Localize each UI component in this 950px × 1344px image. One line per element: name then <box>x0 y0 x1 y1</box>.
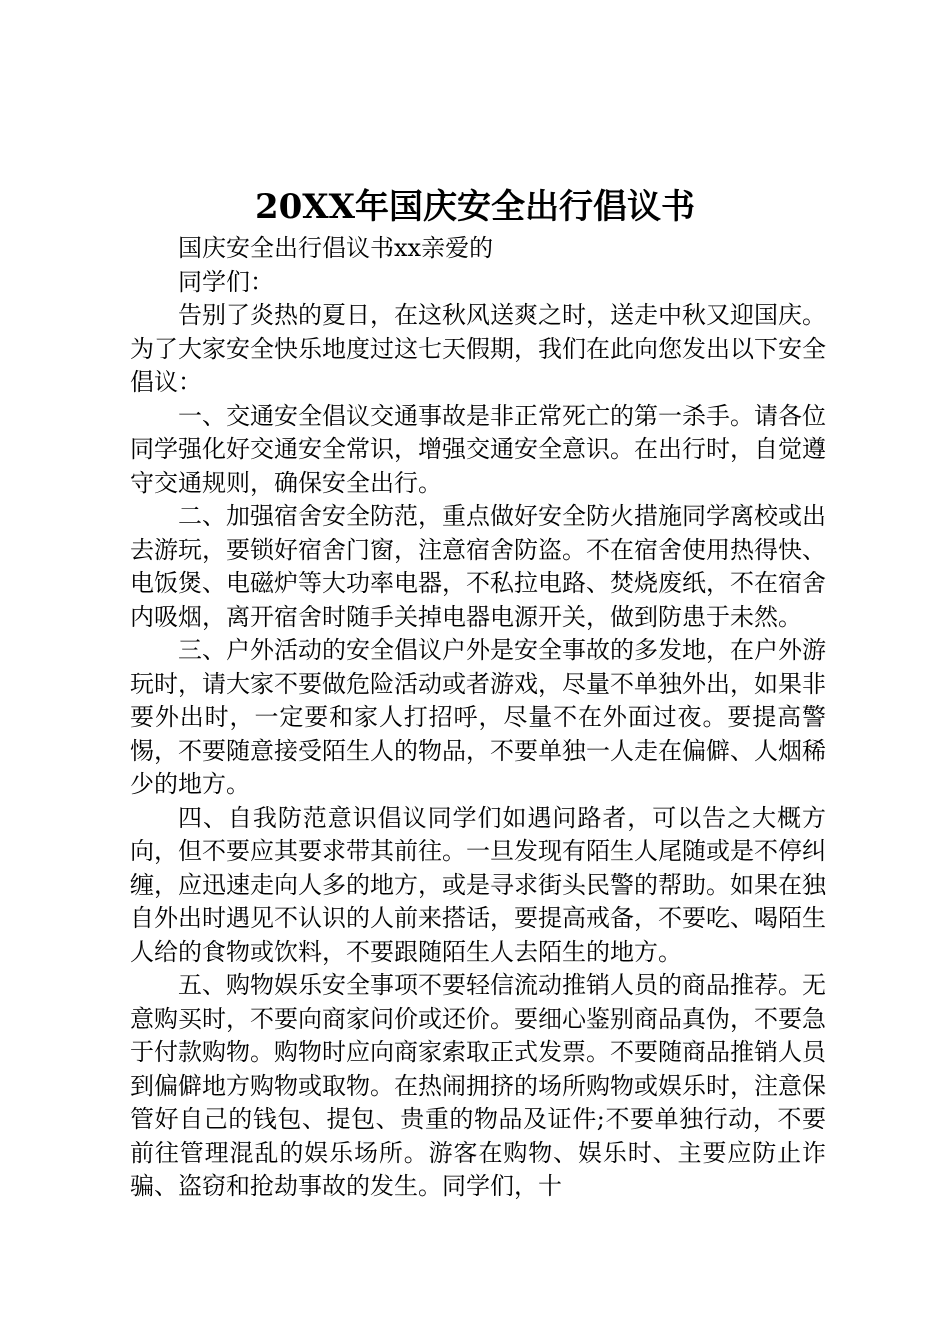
paragraph-shopping-safety: 五、购物娱乐安全事项不要轻信流动推销人员的商品推荐。无意购买时，不要向商家问价或还价。要细心鉴别商品真伪，不要急于付款购物。购物时应向商家索取正式发票。不要随商品推销人员到偏僻地方购物或取物。在热闹拥挤的场所购物或娱乐时，注意保管好自己的钱包、提包、贵重的物品及证件;不要单独行动，不要前往管理混乱的娱乐场所。游客在购物、娱乐时、主要应防止诈骗、盗窃和抢劫事故的发生。同学们，十 <box>130 971 826 1200</box>
paragraph-outdoor-safety: 三、户外活动的安全倡议户外是安全事故的多发地，在户外游玩时，请大家不要做危险活动或者游戏，尽量不单独外出，如果非要外出时，一定要和家人打招呼，尽量不在外面过夜。要提高警惕，不要随意接受陌生人的物品，不要单独一人走在偏僻、人烟稀少的地方。 <box>130 636 826 798</box>
document-title: 20XX年国庆安全出行倡议书 <box>254 187 696 227</box>
paragraph-dorm-safety: 二、加强宿舍安全防范，重点做好安全防火措施同学离校或出去游玩，要锁好宿舍门窗，注意宿舍防盗。不在宿舍使用热得快、电饭煲、电磁炉等大功率电器，不私拉电路、焚烧废纸，不在宿舍内吸烟，离开宿舍时随手关掉电器电源开关，做到防患于未然。 <box>130 502 826 631</box>
paragraph-intro: 告别了炎热的夏日，在这秋风送爽之时，送走中秋又迎国庆。为了大家安全快乐地度过这七天假期，我们在此向您发出以下安全倡议： <box>130 301 826 396</box>
paragraph-traffic-safety: 一、交通安全倡议交通事故是非正常死亡的第一杀手。请各位同学强化好交通安全常识，增强交通安全意识。在出行时，自觉遵守交通规则，确保安全出行。 <box>130 401 826 497</box>
paragraph-greeting: 国庆安全出行倡议书xx亲爱的 <box>178 234 494 262</box>
paragraph-salutation: 同学们： <box>178 267 274 296</box>
document-body <box>130 232 826 1204</box>
paragraph-self-protection: 四、自我防范意识倡议同学们如遇问路者，可以告之大概方向，但不要应其要求带其前往。一旦发现有陌生人尾随或是不停纠缠，应迅速走向人多的地方，或是寻求街头民警的帮助。如果在独自外出时遇见不认识的人前来搭话，要提高戒备，不要吃、喝陌生人给的食物或饮料，不要跟随陌生人去陌生的地方。 <box>130 803 826 966</box>
